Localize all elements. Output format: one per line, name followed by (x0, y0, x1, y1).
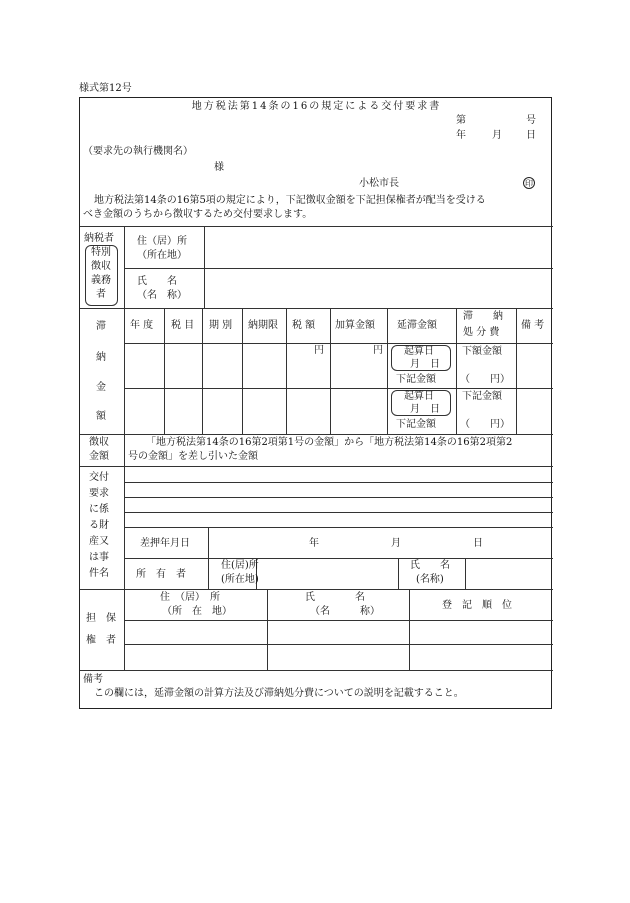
collection-text-1: 「地方税法第14条の16第2項第1号の金額」から「地方税法第14条の16第2項第2 (146, 437, 513, 448)
col-disposition-2: 処 分 費 (463, 327, 500, 338)
form-id: 様式第12号 (79, 83, 132, 94)
date-month: 月 (492, 130, 502, 141)
number-dai: 第 (456, 115, 466, 126)
yen-additional: 円 (373, 345, 383, 356)
col-disposition-1: 滞 納 (463, 311, 503, 322)
taxpayer-label: 納税者 (84, 233, 114, 244)
col-tax-amount: 税 額 (292, 320, 316, 331)
number-go: 号 (526, 115, 536, 126)
document-title: 地方税法第14条の16の規定による交付要求書 (191, 101, 442, 112)
collection-text-2: 号の金額」を差し引いた金額 (128, 451, 258, 462)
col-delinquency: 延滞金額 (397, 320, 437, 331)
date-day: 日 (526, 130, 536, 141)
taxpayer-name-label: 氏 名 (137, 276, 177, 287)
yen-tax: 円 (314, 345, 324, 356)
owner-label: 所 有 者 (136, 569, 186, 580)
seal-mark: 印 (525, 179, 533, 188)
seizure-date-label: 差押年月日 (140, 538, 190, 549)
col-fiscal-year: 年 度 (130, 320, 154, 331)
request-form: 地方税法第14条の16の規定による交付要求書 第 号 年 月 日 （要求先の執行機関名） 様 小松市長 印 地方税法第14条の16第5項の規定により，下記徴収金額を下記担保権者が配当を受ける べき金額のうちから徴収するため交付要求します。 納税者 特別 徴収 義務 者 住（居）所 （所在地） 氏 名 （名 称） 滞 納 金 額 年 度 税 目 期 別 納期限 税 額 加算金額 延滞金額 滞 納 処 分 費 備 考 円 円 起算日 月 日 下記金額 下額金額 （ 円） 起算日 月 日 下記金額 下記金額 （ 円） 徴収 金額 「地方税法第14条の16第2項第1号の金額」から「地方税法第14条の16第2項第2 号の金額」を差し引いた金額 交付 要求 に係 る財 産又 は事 件名 差押年月日 年 月 日 所 有 者 住(居)所 (所在地) 氏 名 (名称) 担 保 権 者 住 （居） 所 （所 在 地） 氏 名 （名 称） 登 記 順 位 備考 この欄には，延滞金額の計算方法及び滞納処分費についての説明を記載すること。 (79, 97, 552, 709)
taxpayer-address-sub: （所在地） (137, 250, 187, 261)
col-due-date: 納期限 (248, 320, 278, 331)
taxpayer-address-label: 住（居）所 (137, 236, 187, 247)
col-remarks: 備 考 (521, 320, 545, 331)
col-additional: 加算金額 (335, 320, 375, 331)
addressee-sama: 様 (214, 162, 224, 173)
date-year: 年 (456, 130, 466, 141)
addressee-label: （要求先の執行機関名） (83, 146, 193, 157)
remarks-label: 備考 (83, 674, 103, 685)
col-tax-item: 税 目 (171, 320, 195, 331)
col-period: 期 別 (209, 320, 233, 331)
taxpayer-name-sub: （名 称） (137, 290, 187, 301)
remarks-text: この欄には，延滞金額の計算方法及び滞納処分費についての説明を記載すること。 (94, 688, 464, 699)
issuer: 小松市長 (359, 178, 399, 189)
intro-line-2: べき金額のうちから徴収するため交付要求します。 (83, 209, 313, 220)
intro-line-1: 地方税法第14条の16第5項の規定により，下記徴収金額を下記担保権者が配当を受ける (94, 195, 486, 206)
